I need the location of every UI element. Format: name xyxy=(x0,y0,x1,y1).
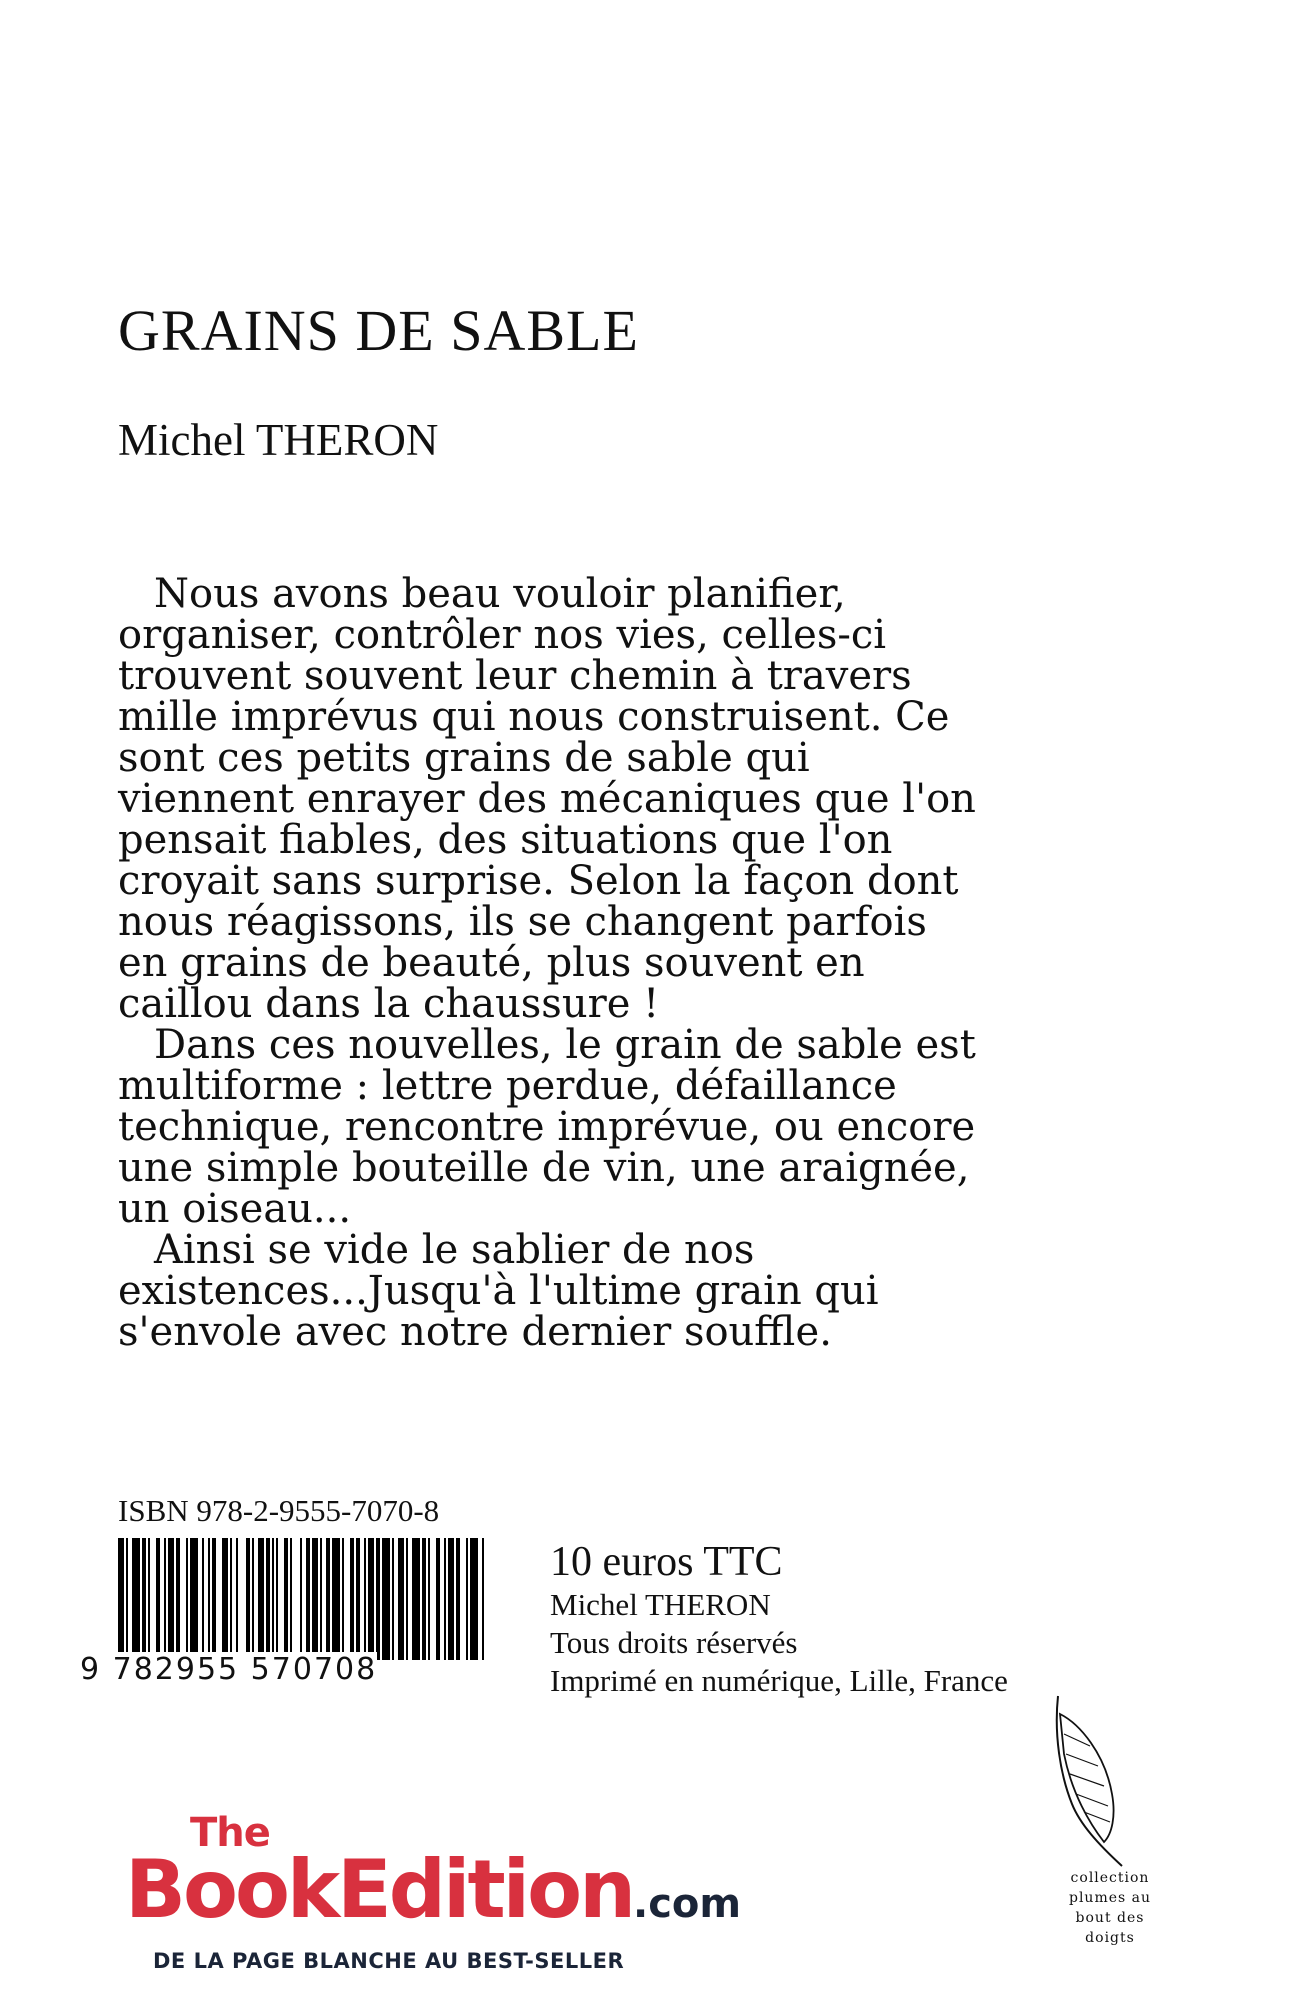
feather-icon xyxy=(1050,1694,1150,1874)
back-cover-blurb xyxy=(118,571,978,1355)
barcode-bar xyxy=(382,1538,390,1660)
barcode-space xyxy=(484,1538,486,1660)
barcode-space xyxy=(292,1538,300,1660)
logo-domain: .com xyxy=(633,1881,742,1927)
printing-info: Imprimé en numérique, Lille, France xyxy=(550,1663,1008,1698)
logo-the: The xyxy=(190,1810,270,1856)
logo-tagline: DE LA PAGE BLANCHE AU BEST-SELLER xyxy=(153,1949,625,1973)
blurb-paragraph: Nous avons beau vouloir planifier, organiser, contrôler nos vies, celles-ci trouvent souvent leur chemin à travers mille imprévus qui nous construisent. Ce sont ces petits grains de sable qui viennent enrayer des mécaniques que l'on pensait fiables, des situations que l'on croyait sans surprise. Selon la façon dont nous réagissons, ils se changent parfois en grains de beauté, plus souvent en caillou dans la chaussure ! xyxy=(118,571,976,1027)
logo-brand: BookEdition xyxy=(125,1843,634,1936)
barcode-bar xyxy=(412,1538,420,1660)
book-title: GRAINS DE SABLE xyxy=(118,298,639,363)
barcode-space xyxy=(238,1538,246,1660)
author-name: Michel THERON xyxy=(118,415,439,465)
isbn-barcode xyxy=(118,1538,486,1660)
publication-info xyxy=(550,1538,1008,1700)
isbn-label: ISBN 978-2-9555-7070-8 xyxy=(118,1493,440,1528)
blurb-paragraph: Ainsi se vide le sablier de nos existences...Jusqu'à l'ultime grain qui s'envole avec notre dernier souffle. xyxy=(118,1227,879,1355)
price: 10 euros TTC xyxy=(550,1539,783,1585)
publisher-logo xyxy=(125,1810,742,1973)
logo-wordmark xyxy=(125,1843,742,1943)
collection-line: plumes au xyxy=(1068,1890,1151,1906)
collection-mark xyxy=(1040,1868,1180,1948)
barcode-bar xyxy=(190,1538,198,1660)
barcode-digits: 9 782955 570708 xyxy=(80,1652,378,1687)
barcode-bar xyxy=(470,1538,478,1660)
barcode-bar xyxy=(132,1538,140,1660)
barcode-bar xyxy=(332,1538,340,1660)
collection-line: bout des xyxy=(1075,1910,1145,1926)
publication-author: Michel THERON xyxy=(550,1587,771,1622)
collection-line: collection xyxy=(1070,1870,1150,1886)
rights-notice: Tous droits réservés xyxy=(550,1625,798,1660)
blurb-paragraph: Dans ces nouvelles, le grain de sable est multiforme : lettre perdue, défaillance technique, rencontre imprévue, ou encore une simple bouteille de vin, une araignée, un oiseau... xyxy=(118,1022,976,1232)
collection-line: doigts xyxy=(1085,1930,1135,1946)
